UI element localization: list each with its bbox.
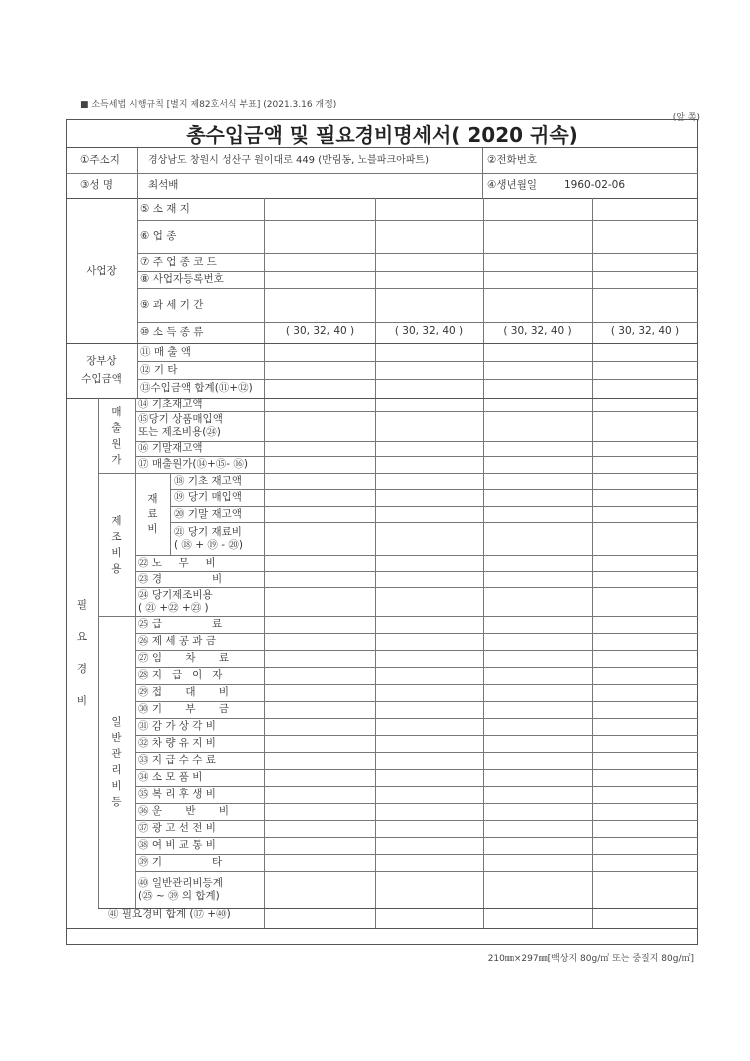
paper-spec: 210㎜×297㎜[백상지 80g/㎡ 또는 중질지 80g/㎡]: [487, 954, 694, 964]
expense-row-label: ㉓ 경 비: [138, 572, 223, 585]
expense-row-label: ㉖ 제 세 공 과 금: [138, 635, 216, 647]
mfg-label: 제 조 비 용: [111, 514, 122, 575]
expense-row-label: ㊴ 기 타: [138, 856, 223, 868]
income-type: ( 30, 32, 40 ): [394, 325, 464, 337]
expense-row-label: ㉑ 당기 재료비 ( ⑱ + ⑲ - ⑳): [174, 525, 243, 551]
business-row-label: ⑨ 과 세 기 간: [140, 298, 204, 311]
business-row-label: ⑦ 주 업 종 코 드: [140, 255, 217, 268]
birth-label: ④생년월일: [487, 179, 537, 191]
expense-row-label: ⑭ 기초재고액: [138, 398, 203, 410]
expense-row-label: ⑳ 기말 재고액: [174, 507, 242, 520]
expense-group-label: 필 요 경 비: [76, 599, 88, 707]
expense-row-label: ⑯ 기말재고액: [138, 442, 203, 454]
birth-value: 1960-02-06: [564, 179, 626, 191]
expense-row-label: ㊱ 운 반 비: [138, 805, 229, 817]
expense-row-label: ⑱ 기초 재고액: [174, 474, 242, 487]
business-row-label: ⑤ 소 재 지: [140, 202, 190, 215]
business-row-label: ⑩ 소 득 종 류: [140, 326, 204, 338]
address-label: ①주소지: [80, 154, 120, 166]
expense-row-label: ㉗ 임 차 료: [138, 652, 229, 664]
expense-row-label: ㉟ 복 리 후 생 비: [138, 788, 216, 800]
total-expense-label: ㊶ 필요경비 합계 (⑰ +㊵): [108, 908, 231, 920]
expense-row-label: ㉜ 차 량 유 지 비: [138, 737, 216, 749]
expense-row-label: ㉕ 급 료: [138, 618, 223, 630]
expense-row-label: ㉚ 기 부 금: [138, 703, 229, 715]
income-type: ( 30, 32, 40 ): [610, 325, 680, 337]
material-label: 재 료 비: [147, 492, 158, 535]
expense-row-label: ㉞ 소 모 품 비: [138, 771, 203, 783]
revenue-group-label: 장부상 수입금액: [81, 355, 122, 385]
address-value: 경상남도 창원시 성산구 원이대로 449 (반림동, 노블파크아파트): [148, 155, 429, 166]
expense-row-label: ㉝ 지 급 수 수 료: [138, 754, 216, 766]
expense-row-label: ㊳ 여 비 교 통 비: [138, 839, 216, 851]
cogs-label: 매 출 원 가: [111, 405, 122, 466]
revenue-row-label: ⑫ 기 타: [140, 363, 178, 376]
name-value: 최석배: [148, 179, 179, 191]
front-side-label: (앞 쪽): [672, 113, 700, 123]
expense-row-label: ㊵ 일반관리비등계 (㉕ ~ ㊴ 의 합계): [138, 876, 223, 902]
admin-label: 일 반 관 리 비 등: [111, 716, 122, 808]
expense-row-label: ㉙ 접 대 비: [138, 686, 229, 698]
expense-row-label: ⑮당기 상품매입액 또는 제조비용(㉔): [138, 413, 223, 438]
name-label: ③성 명: [80, 179, 114, 191]
form-title: 총수입금액 및 필요경비명세서( 2020 귀속): [66, 119, 698, 148]
business-row-label: ⑧ 사업자등록번호: [140, 273, 224, 285]
business-group-label: 사업장: [86, 264, 117, 277]
expense-row-label: ⑲ 당기 매입액: [174, 491, 242, 503]
expense-row-label: ㊲ 광 고 선 전 비: [138, 822, 216, 834]
expense-row-label: ㉛ 감 가 상 각 비: [138, 720, 216, 732]
phone-label: ②전화번호: [487, 154, 537, 166]
regulation-note: ■ 소득세법 시행규칙 [별지 제82호서식 부표] (2021.3.16 개정): [80, 100, 337, 110]
expense-row-label: ㉘ 지 급 이 자: [138, 669, 223, 681]
revenue-row-label: ⑬수입금액 합계(⑪+⑫): [140, 382, 253, 394]
expense-row-label: ㉒ 노 무 비: [138, 556, 216, 569]
expense-row-label: ㉔ 당기제조비용 ( ㉑ +㉒ +㉓ ): [138, 588, 213, 614]
income-type: ( 30, 32, 40 ): [285, 325, 355, 337]
income-type: ( 30, 32, 40 ): [503, 325, 572, 337]
expense-row-label: ⑰ 매출원가(⑭+⑮- ⑯): [138, 458, 249, 470]
business-row-label: ⑥ 업 종: [140, 230, 177, 242]
revenue-row-label: ⑪ 매 출 액: [140, 345, 191, 358]
